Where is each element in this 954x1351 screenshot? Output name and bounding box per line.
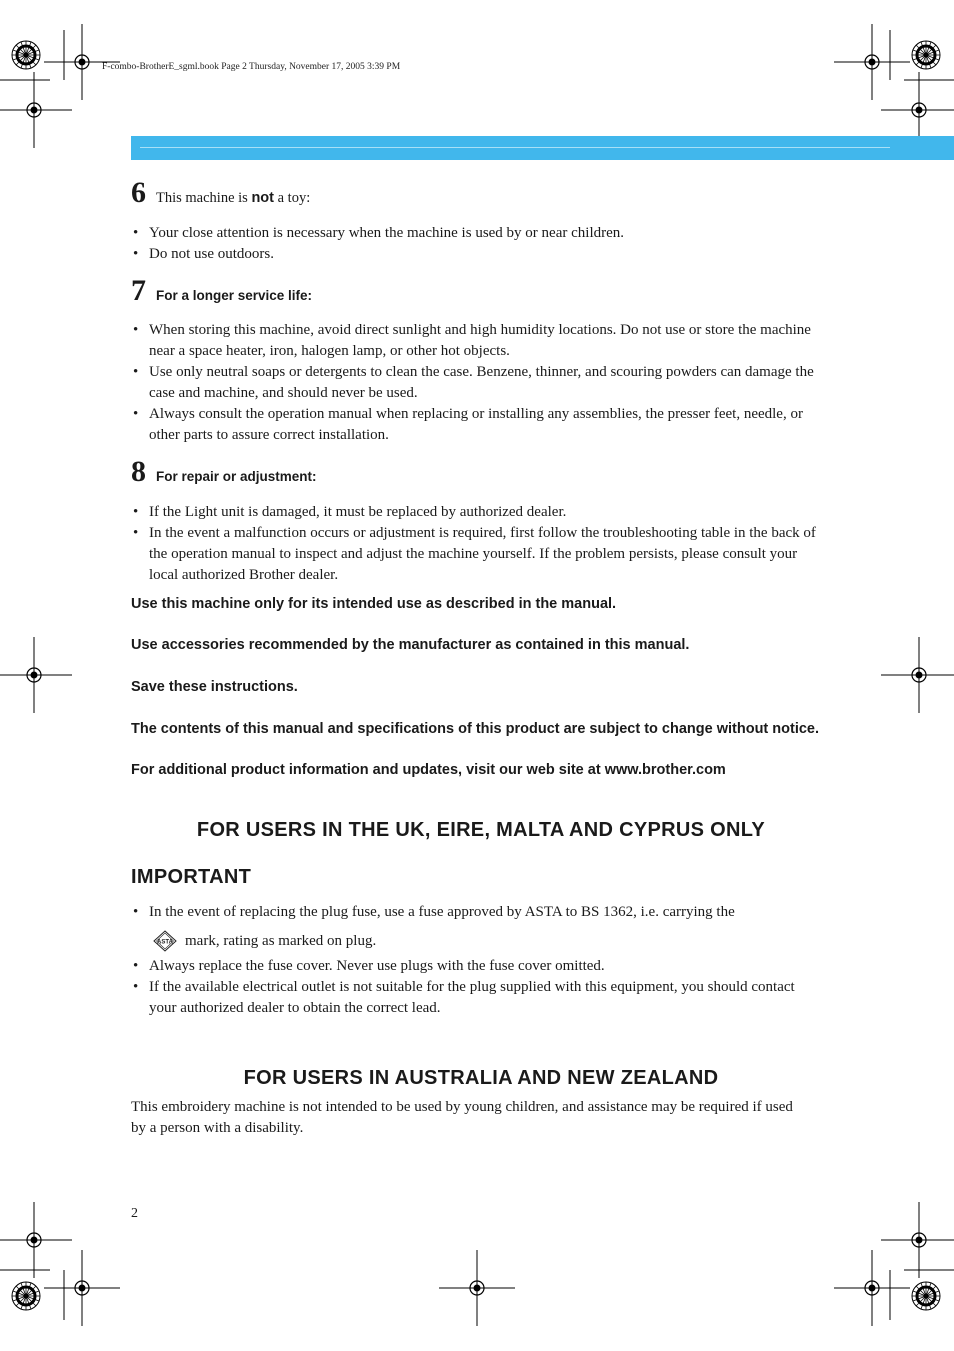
title-bold: not — [251, 190, 274, 206]
page-number: 2 — [131, 1206, 138, 1221]
section-8-heading — [131, 457, 317, 487]
fuse-text-line1: In the event of replacing the plug fuse, use a fuse approved by ASTA to BS 1362, i.e. carrying the — [149, 904, 735, 920]
svg-text:ASTA: ASTA — [157, 939, 173, 946]
list-item: • Your close attention is necessary when the machine is used by or near children. — [131, 223, 821, 244]
list-item: • If the available electrical outlet is not suitable for the plug supplied with this equipment, you should contact your authorized dealer to obtain the correct lead. — [131, 977, 821, 1019]
section-7-heading — [131, 276, 312, 306]
print-file-info: F-combo-BrotherE_sgml.book Page 2 Thursday, November 17, 2005 3:39 PM — [102, 62, 401, 72]
important-heading: IMPORTANT — [131, 866, 252, 888]
notice-web-site: For additional product information and updates, visit our web site at www.brother.com — [131, 762, 726, 778]
au-section-heading: FOR USERS IN AUSTRALIA AND NEW ZEALAND — [243, 1067, 719, 1089]
title-prefix: This machine is — [156, 190, 252, 206]
list-item: • Use only neutral soaps or detergents to clean the case. Benzene, thinner, and scouring powders can damage the case and machine, and should never be used. — [131, 362, 821, 404]
step-number: 7 — [131, 274, 146, 307]
fuse-text-line2: mark, rating as marked on plug. — [185, 933, 377, 949]
header-color-band — [131, 136, 954, 160]
list-item: • Always replace the fuse cover. Never use plugs with the fuse cover omitted. — [131, 956, 821, 977]
list-item: • Do not use outdoors. — [131, 244, 821, 265]
notice-intended-use: Use this machine only for its intended use as described in the manual. — [131, 596, 617, 612]
section-title: For repair or adjustment: — [156, 469, 317, 484]
notice-accessories: Use accessories recommended by the manufacturer as contained in this manual. — [131, 637, 690, 653]
title-suffix: a toy: — [274, 190, 311, 206]
step-number: 8 — [131, 455, 146, 488]
section-8-list — [131, 502, 821, 586]
notice-subject-to-change: The contents of this manual and specifications of this product are subject to change without notice. — [131, 721, 820, 737]
section-title: For a longer service life: — [156, 288, 313, 303]
uk-fuse-item: • In the event of replacing the plug fuse, use a fuse approved by ASTA to BS 1362, i.e. carrying the ASTA mark, rating as marked on plug. — [131, 902, 831, 953]
asta-mark-icon — [153, 930, 177, 952]
au-section-text: This embroidery machine is not intended to be used by young children, and assistance may be required if used by a person with a disability. — [131, 1099, 793, 1136]
uk-list — [131, 956, 821, 1019]
list-item: • If the Light unit is damaged, it must be replaced by authorized dealer. — [131, 502, 821, 523]
list-item: • When storing this machine, avoid direct sunlight and high humidity locations. Do not use or store the machine near a space heater, iron, halogen lamp, or other hot objects. — [131, 320, 821, 362]
list-item: • Always consult the operation manual when replacing or installing any assemblies, the presser feet, needle, or other parts to assure correct installation. — [131, 404, 821, 446]
uk-section-heading: FOR USERS IN THE UK, EIRE, MALTA AND CYPRUS ONLY — [196, 819, 766, 841]
section-6-heading — [131, 178, 310, 209]
section-7-list — [131, 320, 821, 446]
list-item: • In the event a malfunction occurs or adjustment is required, first follow the troubleshooting table in the back of the operation manual to inspect and adjust the machine yourself. If the problem persists, please consult your local authorized Brother dealer. — [131, 523, 821, 586]
step-number: 6 — [131, 176, 146, 209]
header-band-rule — [140, 147, 890, 148]
section-6-list — [131, 223, 821, 265]
notice-save-instructions: Save these instructions. — [131, 679, 298, 695]
